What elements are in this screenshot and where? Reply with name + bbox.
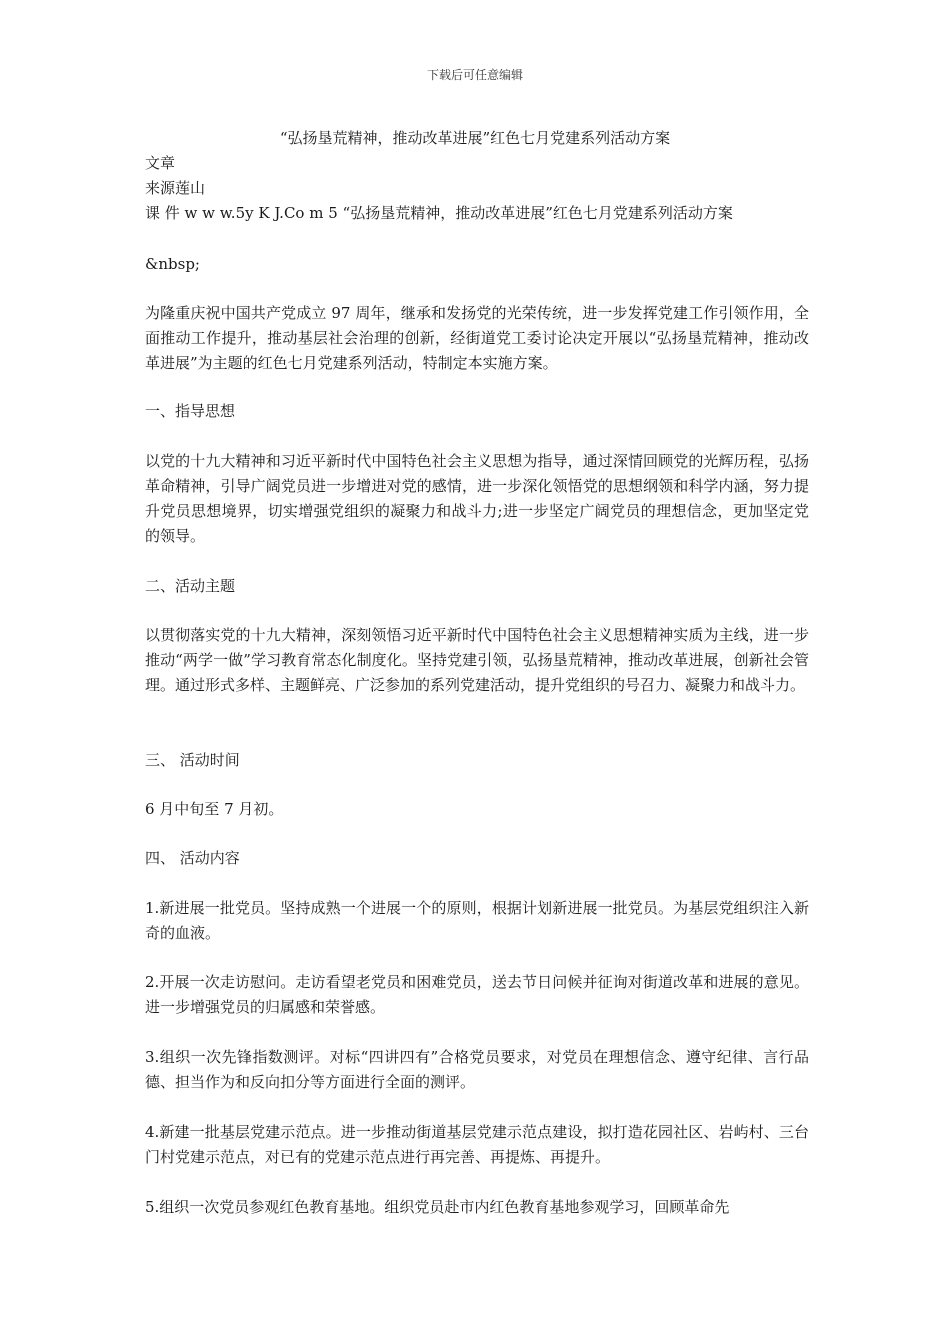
section-heading-2: 二、活动主题 bbox=[145, 577, 236, 595]
section-heading-3: 三、 活动时间 bbox=[145, 751, 240, 769]
list-item: 5.组织一次党员参观红色教育基地。组织党员赴市内红色教育基地参观学习，回顾革命先 bbox=[145, 1198, 730, 1216]
list-item: 2.开展一次走访慰问。走访看望老党员和困难党员，送去节日问候并征询对街道改革和进展的意见。进一步增强党员的归属感和荣誉感。 bbox=[145, 973, 809, 1016]
nbsp-line: &nbsp; bbox=[145, 255, 200, 273]
section-body-3: 6 月中旬至 7 月初。 bbox=[145, 800, 284, 818]
list-item: 3.组织一次先锋指数测评。对标“四讲四有”合格党员要求，对党员在理想信念、遵守纪律、言行品德、担当作为和反向扣分等方面进行全面的测评。 bbox=[145, 1048, 809, 1091]
section-body-2: 以贯彻落实党的十九大精神，深刻领悟习近平新时代中国特色社会主义思想精神实质为主线，进一步推动“两学一做”学习教育常态化制度化。坚持党建引领，弘扬垦荒精神，推动改革进展，创新社会管理。通过形式多样、主题鲜亮、广泛参加的系列党建活动，提升党组织的号召力、凝聚力和战斗力。 bbox=[145, 626, 809, 694]
meta-line-1: 文章 bbox=[145, 154, 176, 172]
list-item: 1.新进展一批党员。坚持成熟一个进展一个的原则，根据计划新进展一批党员。为基层党组织注入新奇的血液。 bbox=[145, 899, 809, 942]
section-heading-1: 一、指导思想 bbox=[145, 402, 236, 420]
list-item: 4.新建一批基层党建示范点。进一步推动街道基层党建示范点建设，拟打造花园社区、岩屿村、三台门村党建示范点，对已有的党建示范点进行再完善、再提炼、再提升。 bbox=[145, 1123, 809, 1166]
meta-line-2: 来源莲山 bbox=[145, 179, 206, 197]
section-heading-4: 四、 活动内容 bbox=[145, 849, 240, 867]
section-body-1: 以党的十九大精神和习近平新时代中国特色社会主义思想为指导，通过深情回顾党的光辉历程，弘扬革命精神，引导广阔党员进一步增进对党的感情，进一步深化领悟党的思想纲领和科学内涵，努力提升党员思想境界，切实增强党组织的凝聚力和战斗力;进一步坚定广阔党员的理想信念，更加坚定党的领导。 bbox=[145, 452, 809, 545]
header-note: 下载后可任意编辑 bbox=[426, 68, 523, 82]
document-title: “弘扬垦荒精神，推动改革进展”红色七月党建系列活动方案 bbox=[279, 129, 671, 147]
intro-paragraph: 为隆重庆祝中国共产党成立 97 周年，继承和发扬党的光荣传统，进一步发挥党建工作引领作用，全面推动工作提升，推动基层社会治理的创新，经街道党工委讨论决定开展以“弘扬垦荒精神，推动改革进展”为主题的红色七月党建系列活动，特制定本实施方案。 bbox=[145, 304, 809, 372]
meta-line-3: 课 件 w w w.5y K J.Co m 5 “弘扬垦荒精神，推动改革进展”红色七月党建系列活动方案 bbox=[145, 204, 733, 222]
